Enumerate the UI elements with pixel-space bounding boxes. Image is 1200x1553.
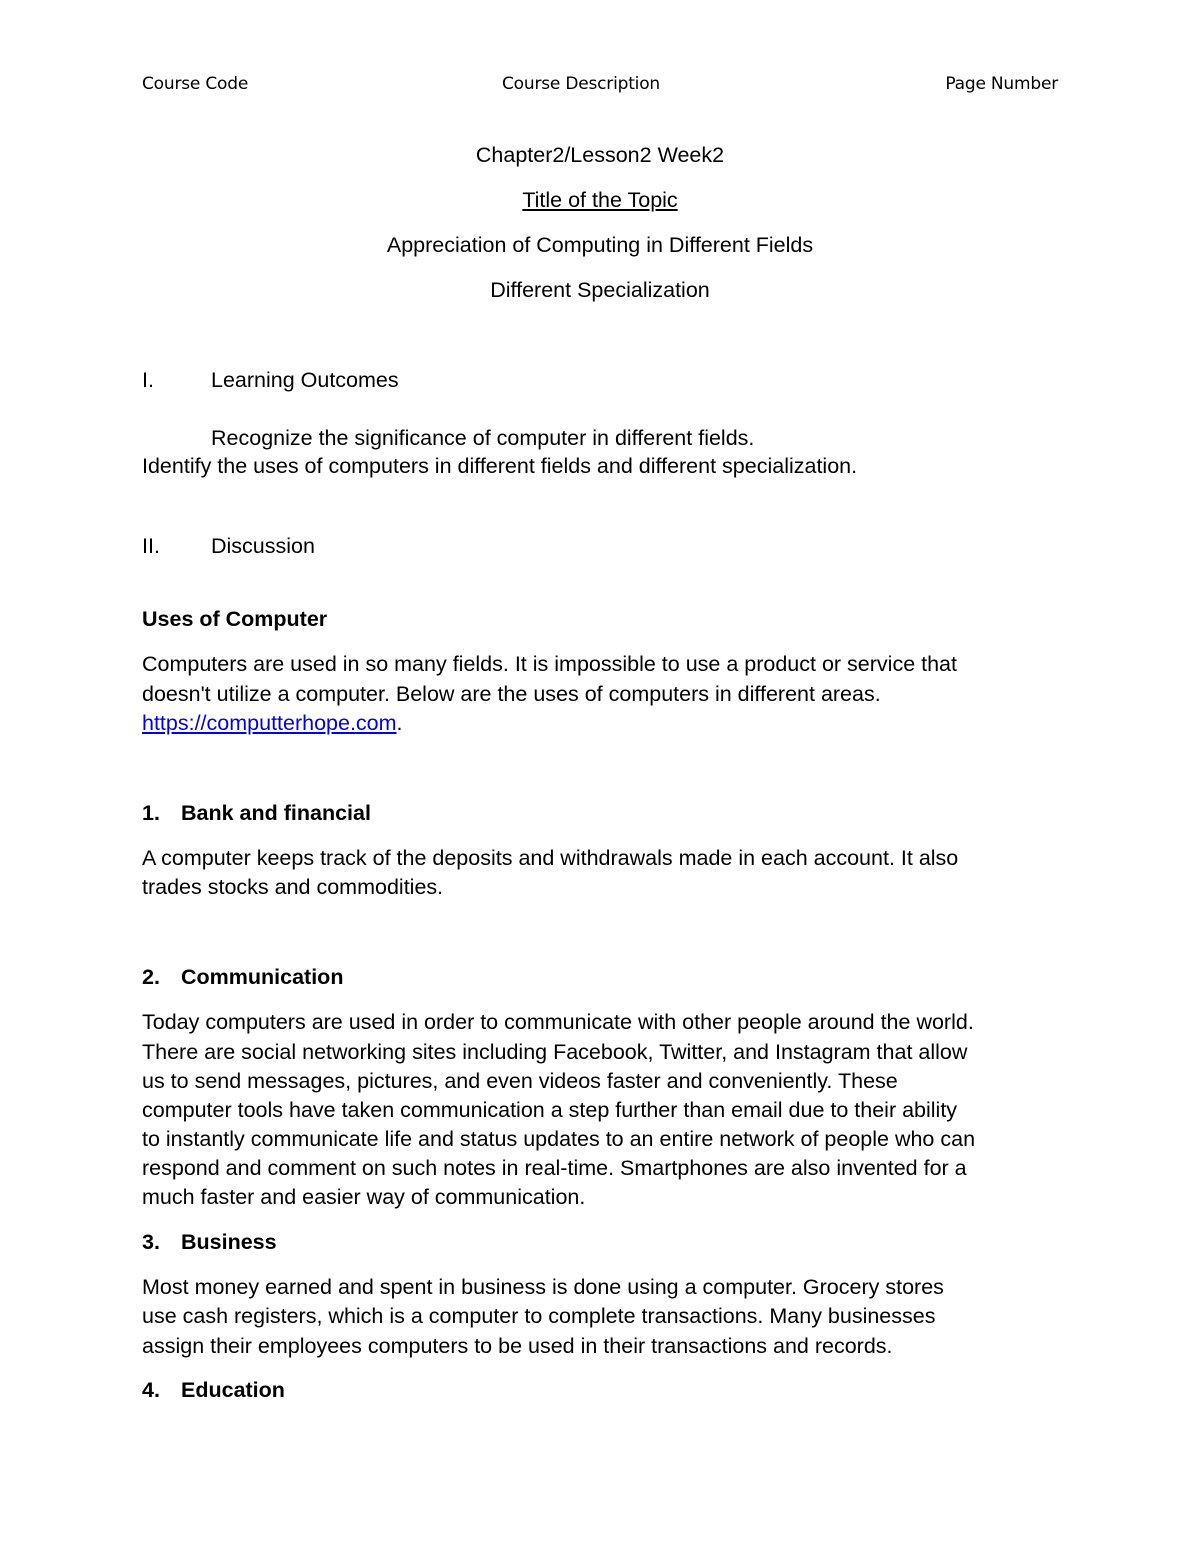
chapter-line: Chapter2/Lesson2 Week2 xyxy=(475,143,725,167)
item-text-line: trades stocks and commodities. xyxy=(142,875,444,899)
topic-label-row xyxy=(0,188,1200,213)
item-text-line: There are social networking sites including Facebook, Twitter, and Instagram that allow xyxy=(142,1040,968,1064)
item-title-bank: Bank and financial xyxy=(181,801,371,825)
section-numeral: II. xyxy=(142,534,160,558)
item-number: 3. xyxy=(142,1230,160,1254)
uses-intro-line-2: doesn't utilize a computer. Below are the uses of computers in different areas. xyxy=(142,682,881,706)
item-text-line: much faster and easier way of communication. xyxy=(142,1185,586,1209)
item-number: 1. xyxy=(142,801,160,825)
item-text-line: us to send messages, pictures, and even videos faster and conveniently. These xyxy=(142,1069,898,1093)
header-course-code: Course Code xyxy=(142,74,249,94)
item-text-line: computer tools have taken communication a step further than email due to their ability xyxy=(142,1098,958,1122)
subtopic-title: Different Specialization xyxy=(490,278,710,302)
item-text-line: Today computers are used in order to communicate with other people around the world. xyxy=(142,1010,974,1034)
uses-heading: Uses of Computer xyxy=(142,607,328,631)
header-course-description: Course Description xyxy=(502,74,660,94)
item-text-line: to instantly communicate life and status updates to an entire network of people who can xyxy=(142,1127,976,1151)
item-title-business: Business xyxy=(181,1230,277,1254)
item-text-line: assign their employees computers to be used in their transactions and records. xyxy=(142,1334,893,1358)
section-title-discussion: Discussion xyxy=(211,534,315,558)
item-number: 4. xyxy=(142,1378,160,1402)
item-text-line: use cash registers, which is a computer to complete transactions. Many businesses xyxy=(142,1304,936,1328)
header-page-number: Page Number xyxy=(945,74,1058,94)
item-title-education: Education xyxy=(181,1378,285,1402)
item-text-line: A computer keeps track of the deposits and withdrawals made in each account. It also xyxy=(142,846,959,870)
topic-label: Title of the Topic xyxy=(522,188,678,212)
item-title-communication: Communication xyxy=(181,965,344,989)
reference-link[interactable]: https://computterhope.com xyxy=(142,711,397,735)
item-text-line: respond and comment on such notes in real-time. Smartphones are also invented for a xyxy=(142,1156,967,1180)
outcome-1: Recognize the significance of computer in different fields. xyxy=(211,426,755,450)
topic-title: Appreciation of Computing in Different Fields xyxy=(386,233,814,257)
item-number: 2. xyxy=(142,965,160,989)
reference-link-line xyxy=(142,709,403,739)
item-text-line: Most money earned and spent in business is done using a computer. Grocery stores xyxy=(142,1275,944,1299)
outcome-2: Identify the uses of computers in different fields and different specialization. xyxy=(142,454,858,478)
section-title-learning-outcomes: Learning Outcomes xyxy=(211,368,399,392)
section-numeral: I. xyxy=(142,368,154,392)
link-trailing-period: . xyxy=(396,711,403,735)
uses-intro-line-1: Computers are used in so many fields. It is impossible to use a product or service that xyxy=(142,652,957,676)
